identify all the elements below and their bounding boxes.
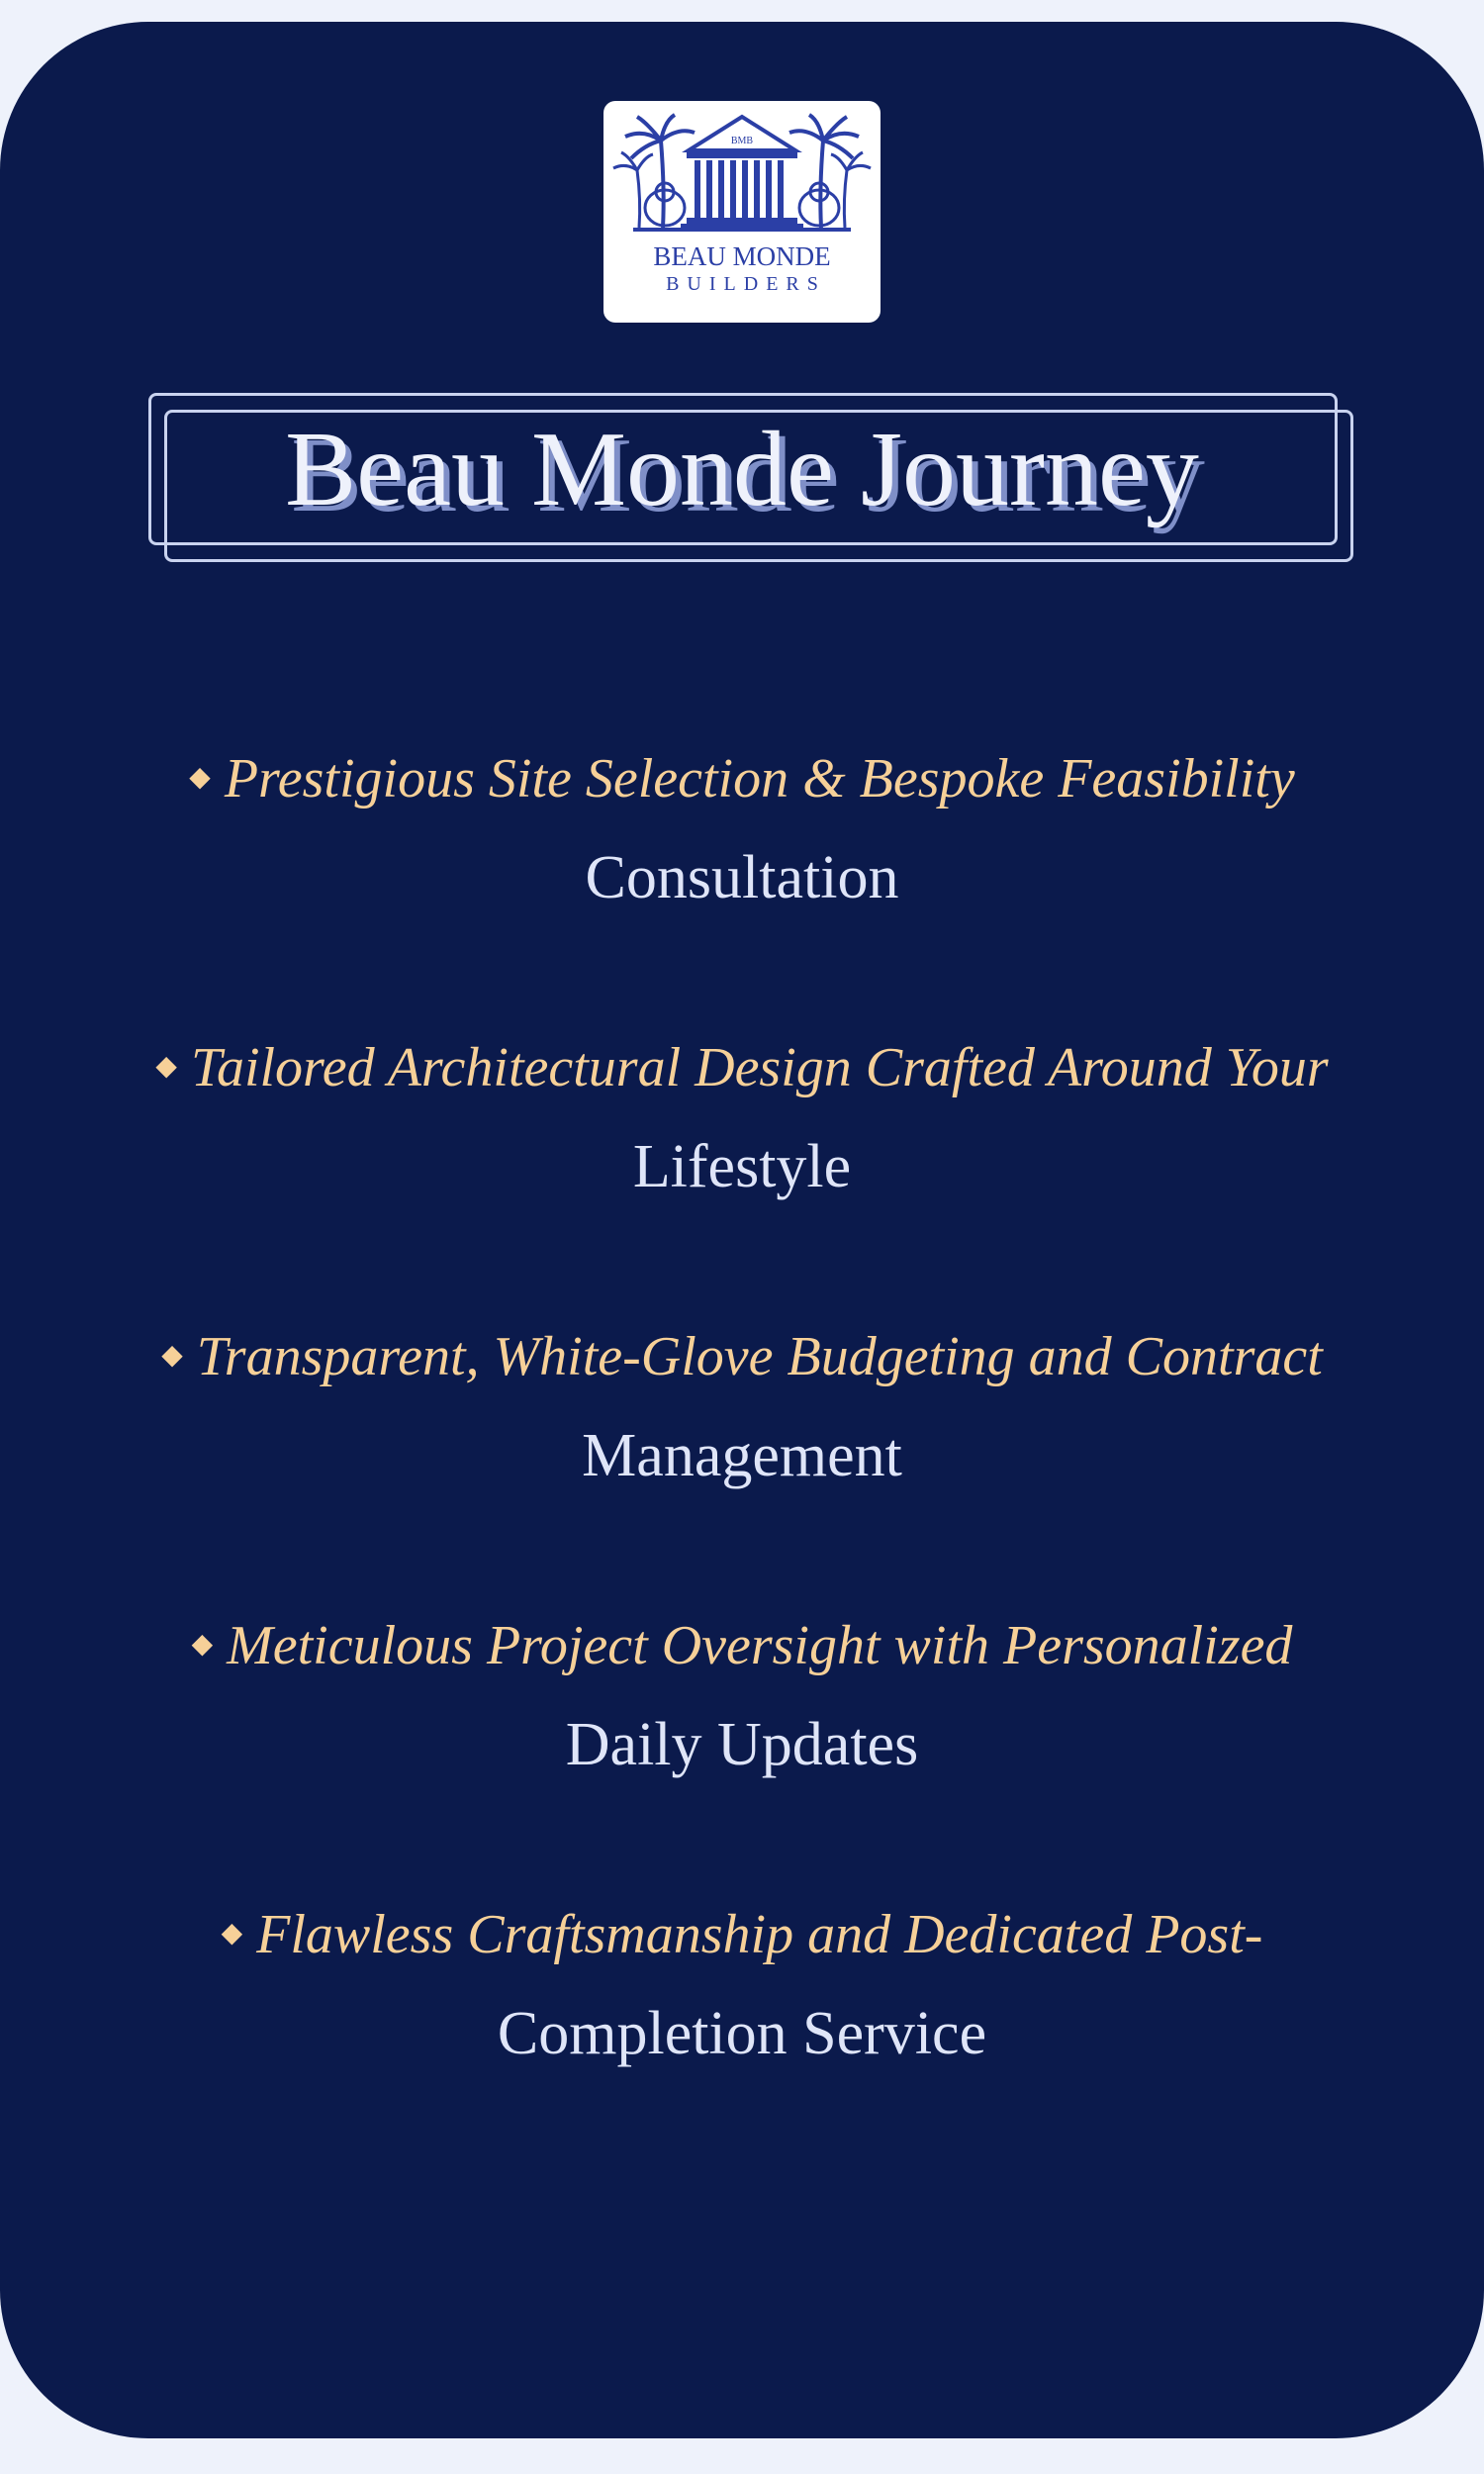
diamond-bullet-icon: ◆ bbox=[221, 1918, 243, 1950]
journey-step bbox=[99, 744, 1385, 917]
step-continuation: Consultation bbox=[585, 844, 899, 912]
journey-step bbox=[99, 1900, 1385, 2073]
temple-palms-lions-logo-icon bbox=[603, 101, 881, 249]
diamond-bullet-icon: ◆ bbox=[189, 762, 211, 794]
step-continuation: Completion Service bbox=[497, 2000, 987, 2068]
step-heading: Meticulous Project Oversight with Personalized bbox=[227, 1615, 1293, 1676]
diamond-bullet-icon: ◆ bbox=[155, 1051, 177, 1083]
step-continuation: Lifestyle bbox=[632, 1133, 852, 1201]
svg-text:BMB: BMB bbox=[730, 136, 754, 146]
diamond-bullet-icon: ◆ bbox=[191, 1629, 214, 1661]
journey-step bbox=[99, 1611, 1385, 1784]
brand-logo bbox=[603, 101, 881, 323]
journey-step bbox=[99, 1322, 1385, 1495]
diamond-bullet-icon: ◆ bbox=[161, 1340, 183, 1372]
step-heading: Tailored Architectural Design Crafted Around Your bbox=[190, 1037, 1329, 1098]
logo-wordmark-bottom: BUILDERS bbox=[666, 273, 826, 295]
logo-wordmark-top: BEAU MONDE bbox=[653, 241, 831, 271]
step-heading: Transparent, White-Glove Budgeting and Contract bbox=[196, 1326, 1323, 1387]
page-title: Beau Monde Journey bbox=[285, 411, 1199, 528]
step-heading: Flawless Craftsmanship and Dedicated Post- bbox=[256, 1904, 1263, 1965]
step-heading: Prestigious Site Selection & Bespoke Feasibility bbox=[224, 748, 1295, 809]
journey-step bbox=[99, 1033, 1385, 1206]
journey-card bbox=[0, 22, 1484, 2438]
step-continuation: Management bbox=[582, 1422, 902, 1490]
step-continuation: Daily Updates bbox=[565, 1711, 919, 1779]
